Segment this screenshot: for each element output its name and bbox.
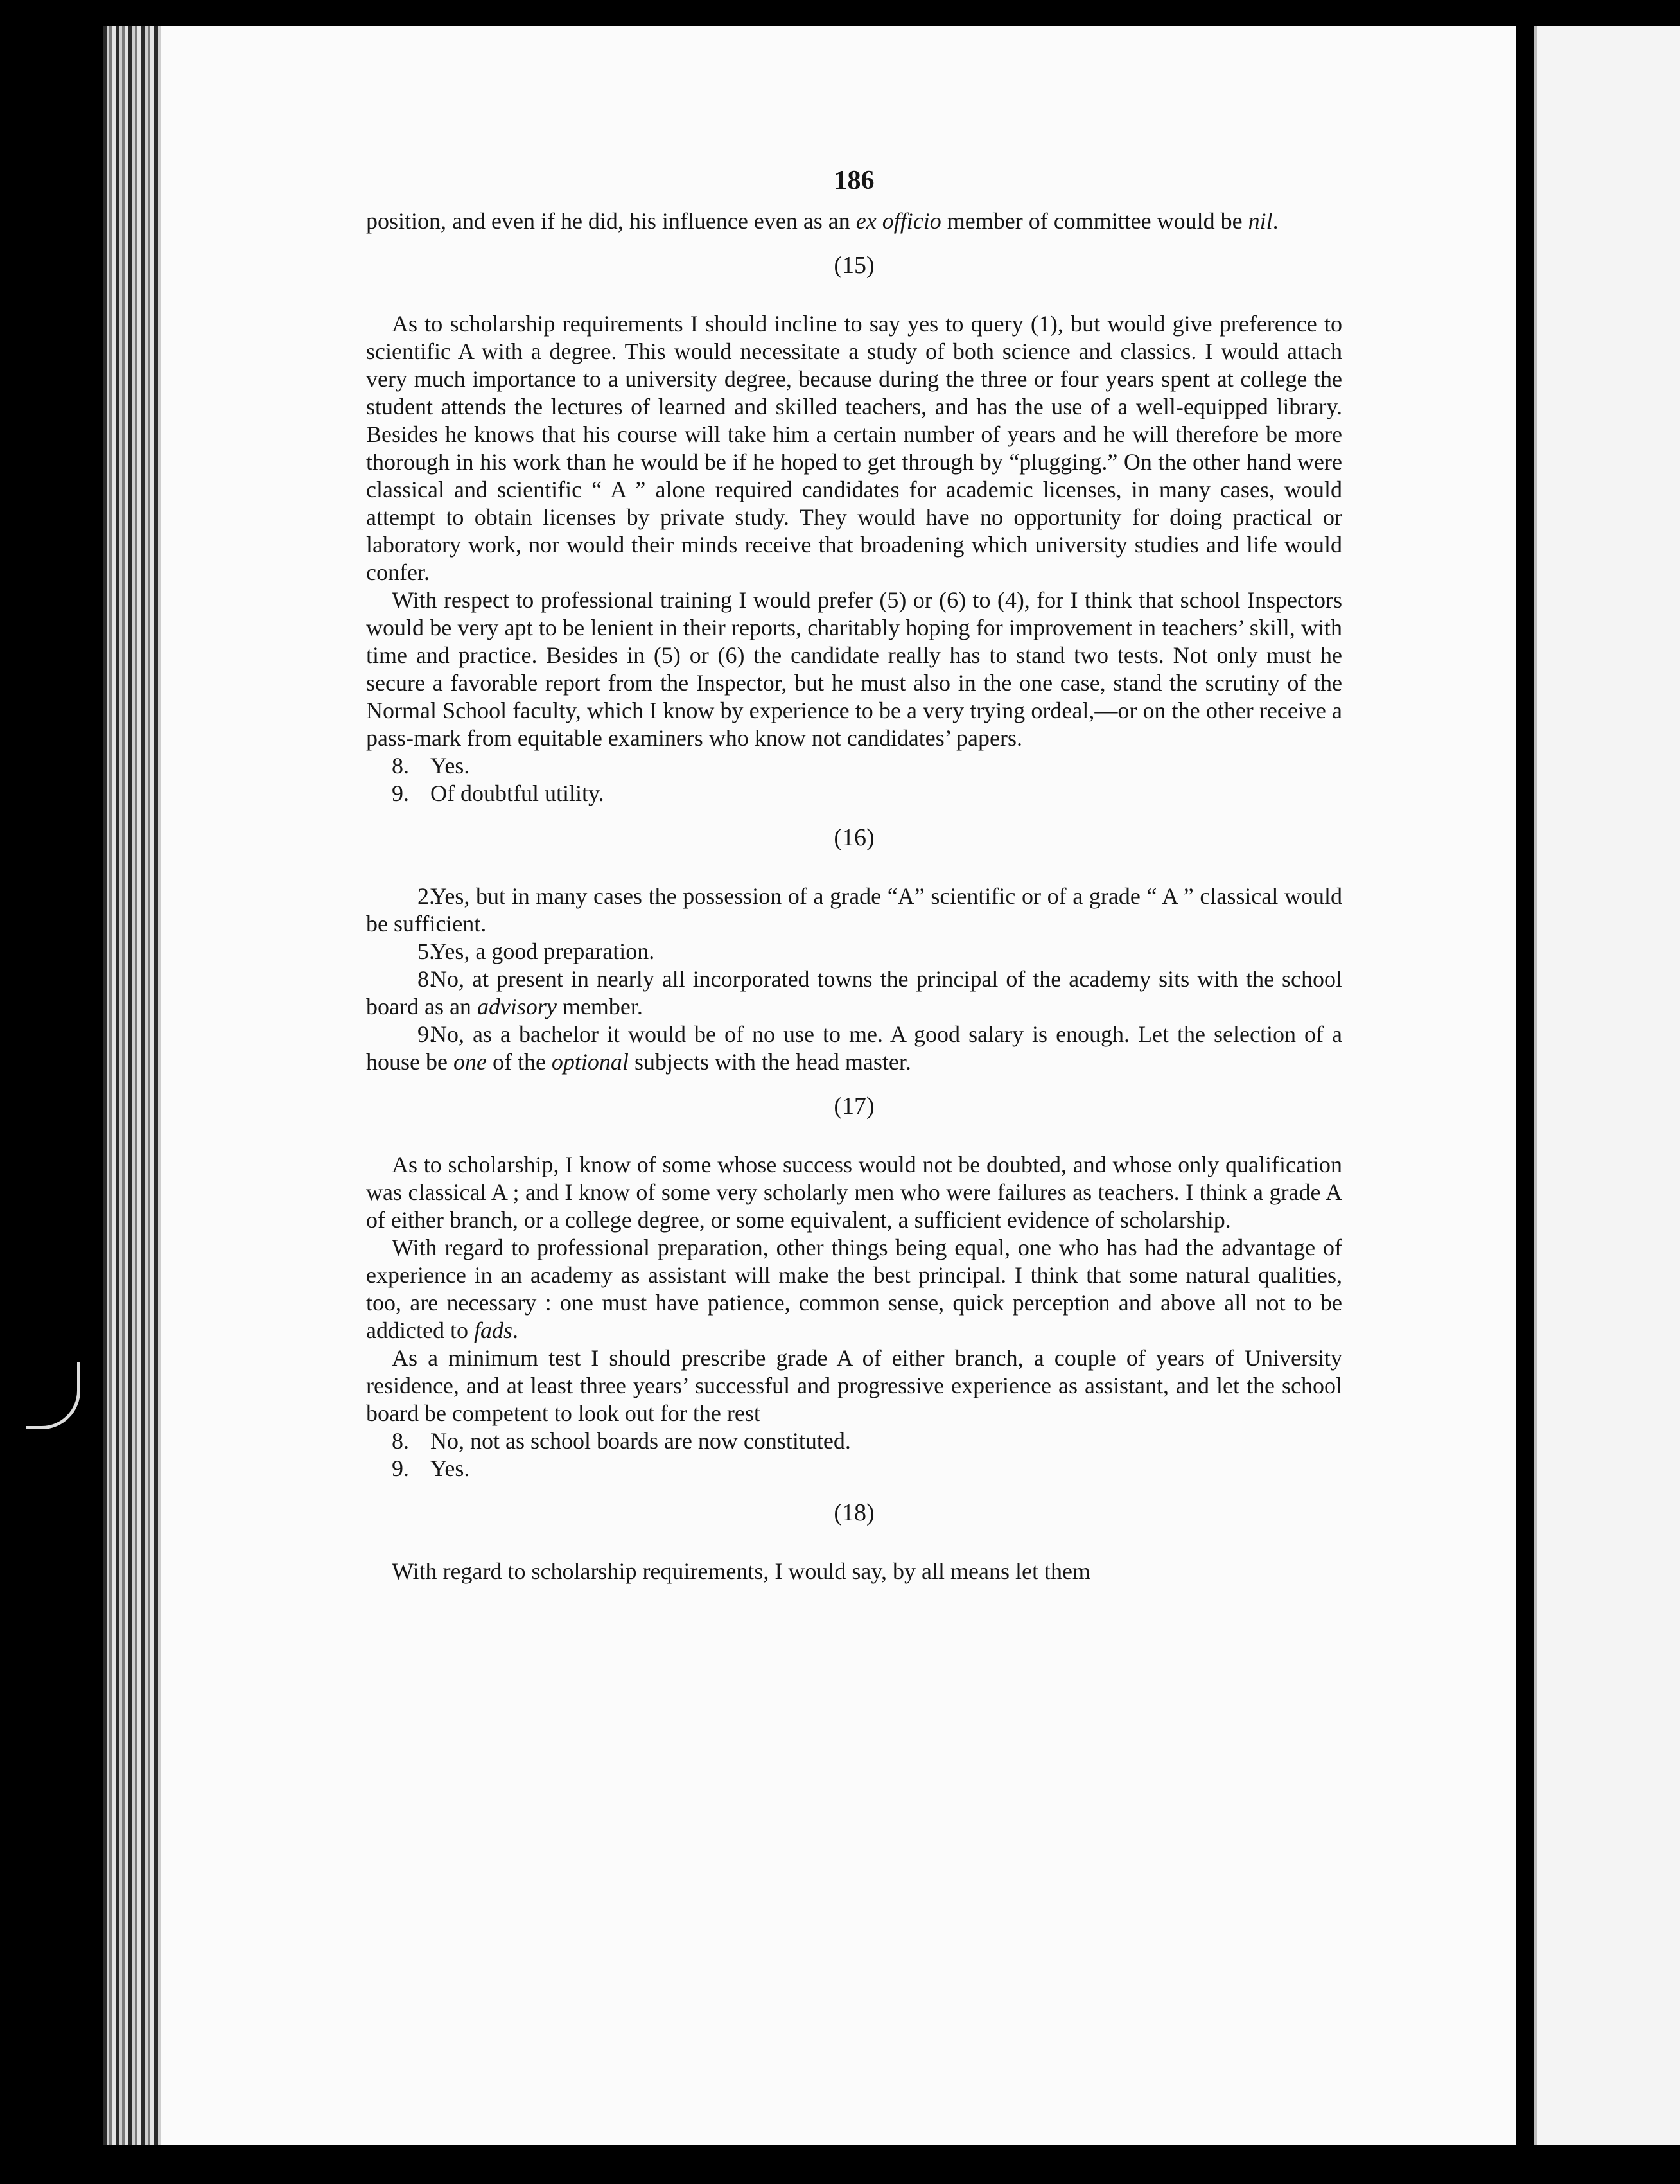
answer-italic: advisory xyxy=(477,994,557,1019)
s15-answer-9 xyxy=(366,780,1342,807)
answer-text: of the xyxy=(486,1049,552,1075)
s17-paragraph-2 xyxy=(366,1234,1342,1344)
answer-number: 8. xyxy=(417,966,435,992)
intro-paragraph xyxy=(366,207,1342,235)
answer-text: Yes, but in many cases the possession of a grade “A” scientific or of a grade “ A ” classical would be sufficient. xyxy=(366,883,1342,937)
answer-number: 8. xyxy=(392,1428,409,1454)
answer-number: 9. xyxy=(392,1456,409,1481)
answer-italic: one xyxy=(453,1049,487,1075)
answer-text: Yes, a good preparation. xyxy=(430,938,655,964)
paragraph-text: . xyxy=(512,1317,518,1343)
answer-italic: optional xyxy=(551,1049,629,1075)
paragraph-italic: fads xyxy=(473,1317,512,1343)
s18-paragraph-1: With regard to scholarship requirements, I would say, by all means let them xyxy=(392,1558,1090,1584)
section-number-15: (15) xyxy=(834,252,875,279)
book-binding xyxy=(103,26,161,2145)
s15-paragraph-2: With respect to professional training I would prefer (5) or (6) to (4), for I think that school Inspectors would be very apt to be lenient in their reports, charitably hoping for improvement in teachers’ skill, with time and practice. Besides in (5) or (6) the candidate really has to stand two tests. Not only must he secure a favorable report from the Inspector, but he must also in the one case, stand the scrutiny of the Normal School faculty, which I know by experience to be a very trying ordeal,—or on the other receive a pass-mark from equitable examiners who know not candidates’ papers. xyxy=(366,587,1342,751)
answer-number: 9. xyxy=(417,1021,435,1047)
answer-text: member. xyxy=(556,994,643,1019)
s15-answer-8 xyxy=(366,752,1342,780)
intro-text-2: member of committee would be xyxy=(941,208,1248,234)
page-number: 186 xyxy=(834,166,875,195)
answer-number: 8. xyxy=(392,753,409,779)
section-number-18: (18) xyxy=(834,1499,875,1526)
answer-text: Yes. xyxy=(430,1456,470,1481)
s17-answer-8 xyxy=(366,1427,1342,1455)
section-number-16: (16) xyxy=(834,824,875,851)
s17-answer-9 xyxy=(366,1455,1342,1483)
answer-text: No, at present in nearly all incorporated towns the principal of the academy sits with the school board as an xyxy=(366,966,1342,1019)
intro-italic-2: nil xyxy=(1248,208,1273,234)
s17-paragraph-1: As to scholarship, I know of some whose success would not be doubted, and whose only qualification was classical A ; and I know of some very scholarly men who were failures as teachers. I think a grade A of either branch, or a college degree, or some equivalent, a sufficient evidence of scholarship. xyxy=(366,1152,1342,1233)
intro-text-1: position, and even if he did, his influence even as an xyxy=(366,208,856,234)
s16-answer-5 xyxy=(366,938,1342,965)
answer-text: No, as a bachelor it would be of no use to me. A good salary is enough. Let the selection of a house be xyxy=(366,1021,1342,1075)
answer-number: 9. xyxy=(392,780,409,806)
s16-answer-2 xyxy=(366,883,1342,938)
answer-text: subjects with the head master. xyxy=(628,1049,911,1075)
facing-page-edge xyxy=(1534,26,1680,2145)
answer-text: Yes. xyxy=(430,753,470,779)
answer-text: Of doubtful utility. xyxy=(430,780,604,806)
paragraph-text: With regard to professional preparation, other things being equal, one who has had the advantage of experience in an academy as assistant will make the best principal. I think that some natural qualities, too, are necessary : one must have patience, common sense, quick perception and above all not to be addicted to xyxy=(366,1235,1342,1343)
scan-margin-mark xyxy=(26,1362,80,1429)
s16-answer-9 xyxy=(366,1021,1342,1076)
page-text xyxy=(366,167,1342,1585)
intro-text-3: . xyxy=(1272,208,1279,234)
answer-number: 2. xyxy=(417,883,435,909)
s15-paragraph-1: As to scholarship requirements I should incline to say yes to query (1), but would give preference to scientific A with a degree. This would necessitate a study of both science and classics. I would attach very much importance to a university degree, because during the three or four years spent at college the student attends the lectures of learned and skilled teachers, and has the use of a well-equipped library. Besides he knows that his course will take him a certain number of years and he will therefore be more thorough in his work than he would be if he hoped to get through by “plugging.” On the other hand were classical and scientific “ A ” alone required candidates for academic licenses, in many cases, would attempt to obtain licenses by private study. They would have no opportunity for doing practical or laboratory work, nor would their minds receive that broadening which university studies and life would confer. xyxy=(366,311,1342,585)
section-number-17: (17) xyxy=(834,1093,875,1120)
s17-paragraph-3: As a minimum test I should prescribe grade A of either branch, a couple of years of University residence, and at least three years’ successful and progressive experience as assistant, and let the school board be competent to look out for the rest xyxy=(366,1345,1342,1426)
intro-italic-1: ex officio xyxy=(855,208,941,234)
answer-number: 5. xyxy=(417,938,435,964)
answer-text: No, not as school boards are now constituted. xyxy=(430,1428,851,1454)
s16-answer-8 xyxy=(366,965,1342,1021)
